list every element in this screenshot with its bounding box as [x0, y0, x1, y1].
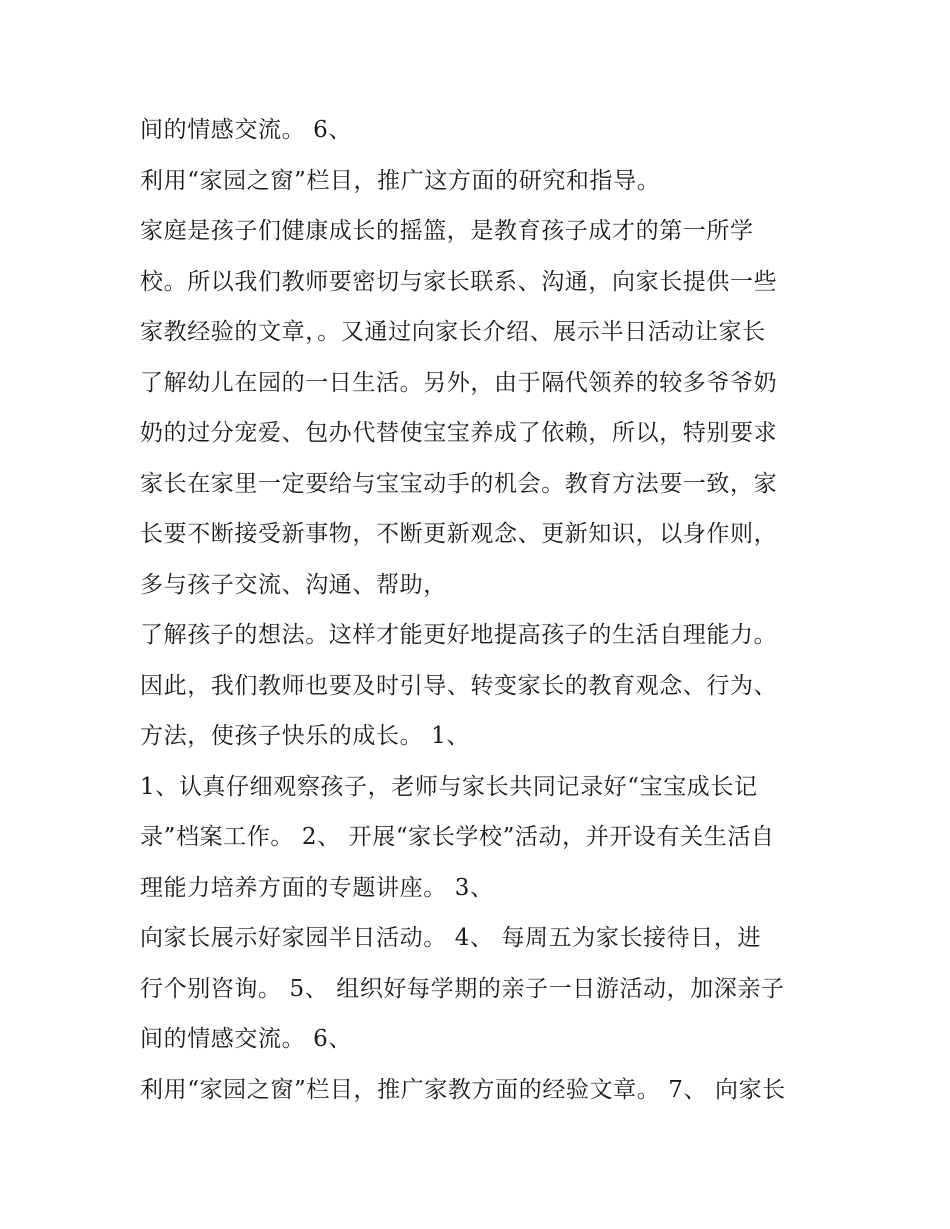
text-line-17: 向家长展示好家园半日活动。 4、 每周五为家长接待日，进 [140, 925, 762, 951]
text-line-15: 录”档案工作。 2、 开展“家长学校”活动，并开设有关生活自 [140, 824, 775, 850]
text-line-3: 家庭是孩子们健康成长的摇篮，是教育孩子成才的第一所学 [140, 218, 754, 244]
text-line-2: 利用“家园之窗”栏目，推广这方面的研究和指导。 [140, 168, 661, 194]
text-line-8: 家长在家里一定要给与宝宝动手的机会。教育方法要一致，家 [140, 471, 778, 497]
text-line-1: 间的情感交流。 6、 [140, 117, 352, 143]
text-line-19: 间的情感交流。 6、 [140, 1026, 352, 1052]
text-line-16: 理能力培养方面的专题讲座。 3、 [140, 875, 494, 901]
text-line-13: 方法，使孩子快乐的成长。 1、 [140, 723, 470, 749]
text-line-14: 1、认真仔细观察孩子，老师与家长共同记录好“宝宝成长记 [140, 774, 758, 800]
text-line-20: 利用“家园之窗”栏目，推广家教方面的经验文章。 7、 向家长 [140, 1077, 786, 1103]
text-line-18: 行个别咨询。 5、 组织好每学期的亲子一日游活动，加深亲子 [140, 976, 785, 1002]
text-line-6: 了解幼儿在园的一日生活。另外，由于隔代领养的较多爷爷奶 [140, 370, 778, 396]
text-line-9: 长要不断接受新事物，不断更新观念、更新知识，以身作则， [140, 521, 778, 547]
text-line-7: 奶的过分宠爱、包办代替使宝宝养成了依赖，所以，特别要求 [140, 420, 778, 446]
text-line-4: 校。所以我们教师要密切与家长联系、沟通，向家长提供一些 [140, 269, 778, 295]
text-line-10: 多与孩子交流、沟通、帮助， [140, 572, 447, 598]
text-line-11: 了解孩子的想法。这样才能更好地提高孩子的生活自理能力。 [140, 622, 778, 648]
text-line-12: 因此，我们教师也要及时引导、转变家长的教育观念、行为、 [140, 673, 778, 699]
text-line-5: 家教经验的文章，。又通过向家长介绍、展示半日活动让家长 [140, 319, 766, 345]
